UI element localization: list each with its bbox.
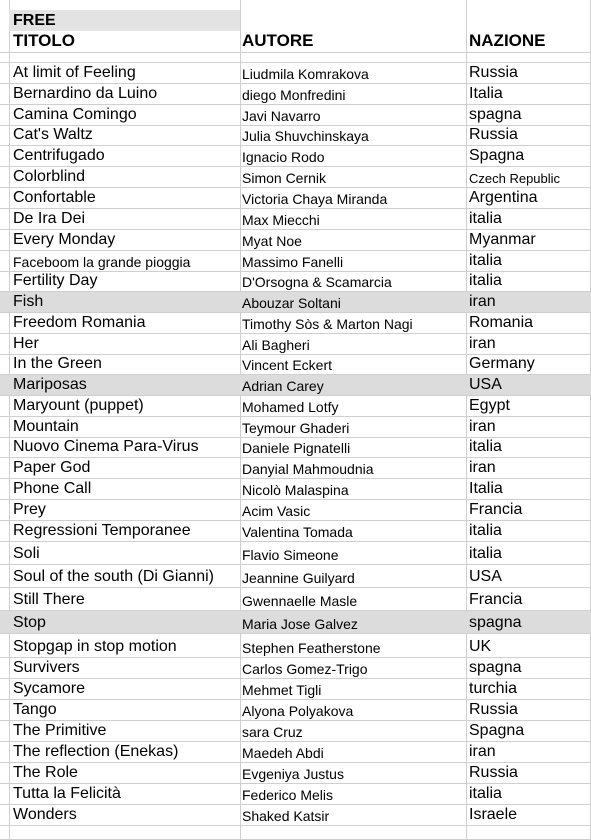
table-row xyxy=(0,230,591,251)
cell-nazione: Russia xyxy=(469,764,518,781)
table-row xyxy=(0,167,591,188)
cell-titolo: De Ira Dei xyxy=(13,210,86,227)
cell-titolo: Colorblind xyxy=(13,168,86,185)
cell-titolo: Sycamore xyxy=(13,680,86,697)
cell-nazione: Czech Republic xyxy=(469,171,561,186)
cell-autore: Simon Cernik xyxy=(242,170,327,186)
cell-titolo: Survivers xyxy=(13,659,80,676)
table-row xyxy=(0,417,591,438)
table-row xyxy=(0,251,591,272)
cell-nazione: iran xyxy=(469,293,496,310)
table-row xyxy=(0,679,591,700)
cell-autore: Stephen Featherstone xyxy=(242,640,381,656)
table-row xyxy=(0,763,591,784)
cell-autore: Mohamed Lotfy xyxy=(242,399,339,415)
cell-autore: Massimo Fanelli xyxy=(242,254,344,270)
cell-titolo: Soul of the south (Di Gianni) xyxy=(13,568,214,585)
cell-nazione: Argentina xyxy=(469,189,538,206)
cell-titolo: Every Monday xyxy=(13,231,116,248)
table-row xyxy=(0,105,591,126)
cell-autore: Nicolò Malaspina xyxy=(242,482,349,498)
cell-nazione: iran xyxy=(469,743,496,760)
table-row xyxy=(0,313,591,334)
cell-autore: Valentina Tomada xyxy=(242,524,353,540)
cell-autore: Victoria Chaya Miranda xyxy=(242,191,388,207)
cell-titolo: Paper God xyxy=(13,459,91,476)
cell-titolo: Bernardino da Luino xyxy=(13,85,158,102)
table-row xyxy=(0,542,591,565)
cell-nazione: Francia xyxy=(469,591,523,608)
table-row xyxy=(0,611,591,634)
cell-titolo: Her xyxy=(13,335,39,352)
cell-autore: Maedeh Abdi xyxy=(242,745,324,761)
cell-autore: Liudmila Komrakova xyxy=(242,66,369,82)
empty-row xyxy=(0,826,591,840)
cell-nazione: spagna xyxy=(469,659,522,676)
cell-autore: diego Monfredini xyxy=(242,87,346,103)
cell-nazione: italia xyxy=(469,210,502,227)
cell-nazione: spagna xyxy=(469,106,522,123)
cell-nazione: Russia xyxy=(469,701,518,718)
table-row xyxy=(0,721,591,742)
table-row xyxy=(0,742,591,763)
cell-titolo: Nuovo Cinema Para-Virus xyxy=(13,438,199,455)
cell-autore: Myat Noe xyxy=(242,233,302,249)
table-row xyxy=(0,565,591,588)
cell-autore: Timothy Sòs & Marton Nagi xyxy=(242,316,413,332)
table-row xyxy=(0,188,591,209)
cell-autore: Maria Jose Galvez xyxy=(242,616,358,632)
cell-nazione: Italia xyxy=(469,85,503,102)
cell-nazione: Spagna xyxy=(469,147,525,164)
cell-titolo: Phone Call xyxy=(13,480,92,497)
cell-titolo: Stopgap in stop motion xyxy=(13,638,177,655)
cell-titolo: Centrifugado xyxy=(13,147,105,164)
cell-titolo: Stop xyxy=(13,614,46,631)
cell-titolo: Fish xyxy=(13,293,44,310)
cell-autore: Jeannine Guilyard xyxy=(242,570,355,586)
table-row xyxy=(0,209,591,230)
cell-autore: Teymour Ghaderi xyxy=(242,420,350,436)
cell-autore: Alyona Polyakova xyxy=(242,703,354,719)
table-row xyxy=(0,784,591,805)
cell-autore: Ignacio Rodo xyxy=(242,149,325,165)
cell-nazione: Francia xyxy=(469,501,523,518)
table-row xyxy=(0,272,591,292)
table-row xyxy=(0,375,591,396)
cell-autore: Carlos Gomez-Trigo xyxy=(242,661,368,677)
cell-autore: sara Cruz xyxy=(242,724,303,740)
table-row xyxy=(0,479,591,500)
cell-autore: Gwennaelle Masle xyxy=(242,593,358,609)
cell-titolo: The Role xyxy=(13,764,78,781)
cell-nazione: Germany xyxy=(469,355,535,372)
table-row xyxy=(0,126,591,146)
section-label: FREE xyxy=(9,10,240,31)
cell-titolo: The reflection (Enekas) xyxy=(13,743,179,760)
cell-titolo: Cat's Waltz xyxy=(13,126,93,143)
cell-autore: Mehmet Tigli xyxy=(242,682,322,698)
cell-nazione: Spagna xyxy=(469,722,525,739)
table-row xyxy=(0,588,591,611)
table-row xyxy=(0,658,591,679)
table-row xyxy=(0,500,591,521)
cell-titolo: Soli xyxy=(13,545,40,562)
cell-titolo: The Primitive xyxy=(13,722,107,739)
table-row xyxy=(0,458,591,479)
header-autore: AUTORE xyxy=(242,31,314,50)
cell-autore: Abouzar Soltani xyxy=(242,295,341,311)
table-row xyxy=(0,334,591,355)
cell-titolo: Camina Comingo xyxy=(13,106,137,123)
table-row xyxy=(0,805,591,826)
header-row xyxy=(0,31,591,53)
cell-titolo: Freedom Romania xyxy=(13,314,146,331)
cell-autore: Max Miecchi xyxy=(242,212,320,228)
cell-nazione: italia xyxy=(469,438,502,455)
cell-nazione: italia xyxy=(469,272,502,289)
cell-titolo: Still There xyxy=(13,591,85,608)
cell-autore: Adrian Carey xyxy=(242,378,324,394)
cell-autore: Vincent Eckert xyxy=(242,357,333,373)
cell-autore: Shaked Katsir xyxy=(242,808,330,824)
cell-titolo: Tutta la Felicità xyxy=(13,785,121,802)
cell-titolo: Mariposas xyxy=(13,376,87,393)
cell-autore: Javi Navarro xyxy=(242,108,321,124)
cell-nazione: Israele xyxy=(469,806,518,823)
cell-titolo: Prey xyxy=(13,501,46,518)
cell-titolo: In the Green xyxy=(13,355,102,372)
table-row xyxy=(0,521,591,542)
table-row xyxy=(0,634,591,658)
cell-titolo: Regressioni Temporanee xyxy=(13,522,191,539)
cell-titolo: Mountain xyxy=(13,418,79,435)
cell-nazione: italia xyxy=(469,785,502,802)
cell-titolo: At limit of Feeling xyxy=(13,64,136,81)
table-row xyxy=(0,84,591,105)
cell-nazione: iran xyxy=(469,459,496,476)
empty-row xyxy=(0,53,591,63)
table-row xyxy=(0,396,591,417)
cell-nazione: turchia xyxy=(469,680,518,697)
table-row xyxy=(0,355,591,375)
cell-nazione: Russia xyxy=(469,126,518,143)
cell-autore: Julia Shuvchinskaya xyxy=(242,128,369,144)
cell-nazione: italia xyxy=(469,545,502,562)
table-row xyxy=(0,63,591,84)
cell-autore: Daniele Pignatelli xyxy=(242,440,351,456)
cell-autore: Ali Bagheri xyxy=(242,337,310,353)
table-row xyxy=(0,146,591,167)
cell-autore: Acim Vasic xyxy=(242,503,311,519)
header-nazione: NAZIONE xyxy=(469,31,546,50)
cell-autore: Flavio Simeone xyxy=(242,547,339,563)
cell-titolo: Confortable xyxy=(13,189,96,206)
cell-nazione: italia xyxy=(469,252,502,269)
cell-titolo: Maryount (puppet) xyxy=(13,397,144,414)
cell-nazione: iran xyxy=(469,418,496,435)
cell-nazione: spagna xyxy=(469,614,522,631)
cell-autore: Danyial Mahmoudnia xyxy=(242,461,374,477)
table-row xyxy=(0,438,591,458)
cell-autore: D'Orsogna & Scamarcia xyxy=(242,274,392,290)
cell-titolo: Faceboom la grande pioggia xyxy=(13,254,191,270)
cell-nazione: Egypt xyxy=(469,397,510,414)
cell-titolo: Tango xyxy=(13,701,57,718)
cell-titolo: Wonders xyxy=(13,806,77,823)
cell-nazione: USA xyxy=(469,568,502,585)
cell-nazione: USA xyxy=(469,376,502,393)
cell-autore: Federico Melis xyxy=(242,787,334,803)
cell-nazione: UK xyxy=(469,638,492,655)
cell-titolo: Fertility Day xyxy=(13,272,98,289)
cell-nazione: Myanmar xyxy=(469,231,536,248)
table-row xyxy=(0,292,591,313)
cell-nazione: Russia xyxy=(469,64,518,81)
cell-nazione: Italia xyxy=(469,480,503,497)
cell-nazione: iran xyxy=(469,335,496,352)
cell-nazione: Romania xyxy=(469,314,534,331)
header-titolo: TITOLO xyxy=(13,31,76,50)
cell-nazione: italia xyxy=(469,522,502,539)
cell-autore: Evgeniya Justus xyxy=(242,766,344,782)
table-row xyxy=(0,700,591,721)
